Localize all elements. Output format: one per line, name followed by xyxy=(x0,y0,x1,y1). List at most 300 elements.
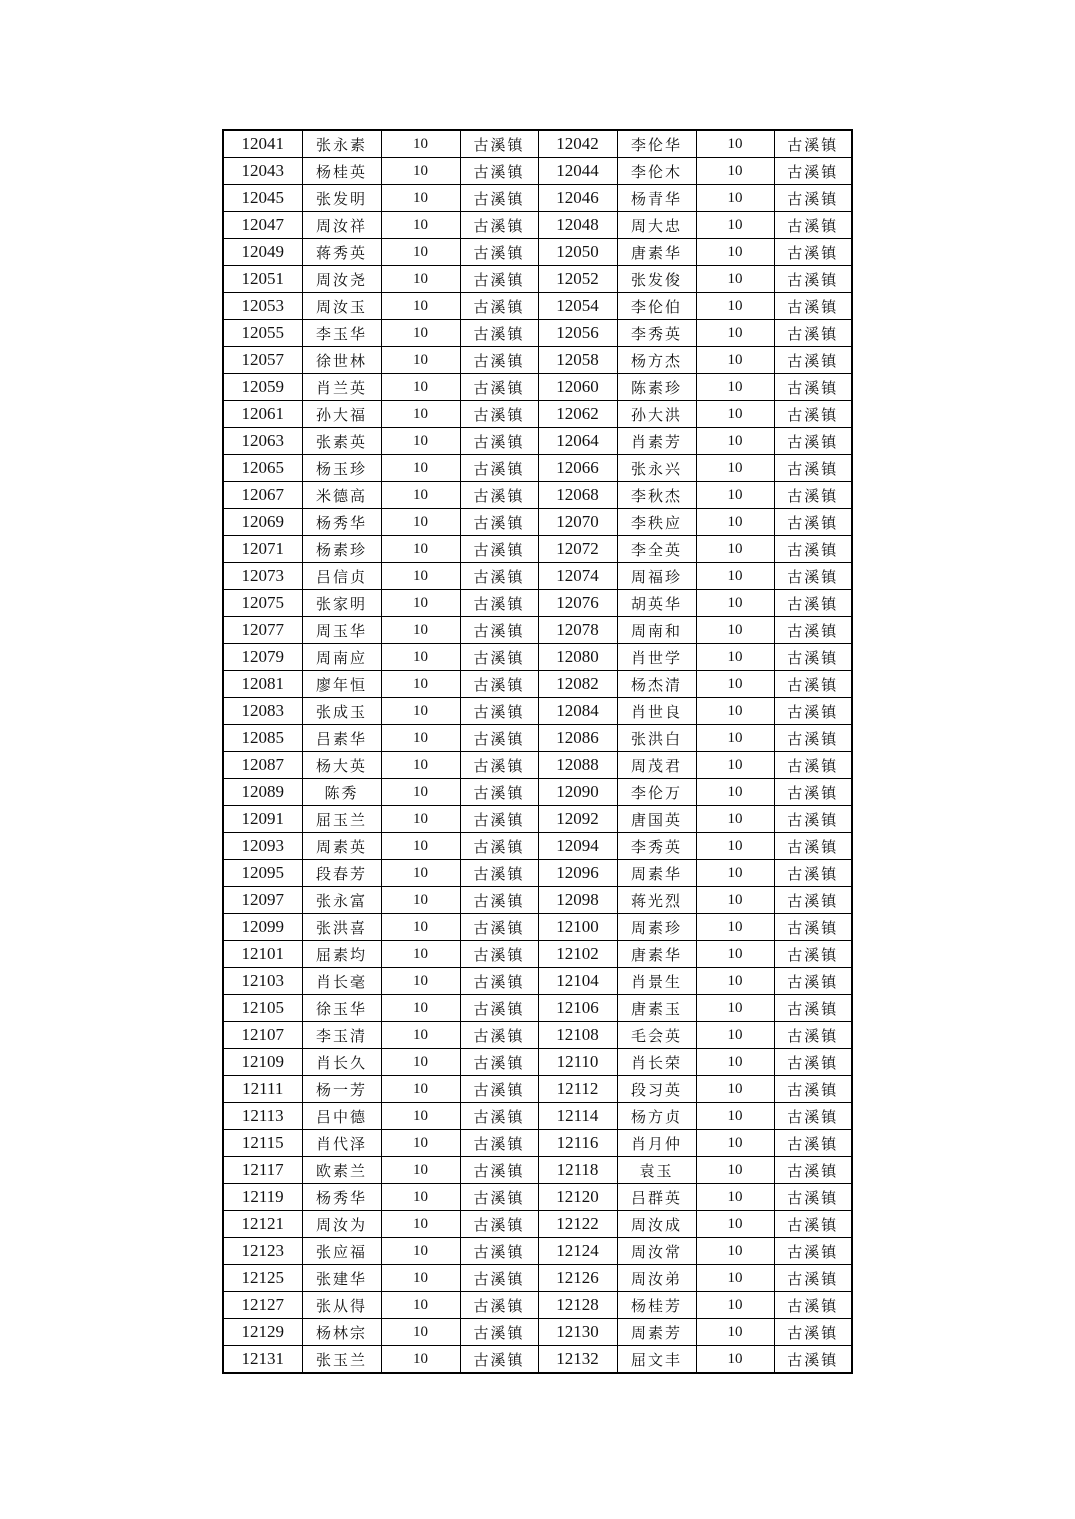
table-row xyxy=(223,130,852,158)
record-number-cell: 12124 xyxy=(538,1238,617,1265)
count-cell: 10 xyxy=(696,320,774,347)
record-number-cell: 12126 xyxy=(538,1265,617,1292)
count-cell: 10 xyxy=(381,1292,460,1319)
count-cell: 10 xyxy=(381,806,460,833)
record-number-cell: 12129 xyxy=(223,1319,302,1346)
count-cell: 10 xyxy=(381,1022,460,1049)
name-cell: 张发明 xyxy=(302,185,381,212)
count-cell: 10 xyxy=(381,1184,460,1211)
record-number-cell: 12123 xyxy=(223,1238,302,1265)
name-cell: 李伦万 xyxy=(617,779,696,806)
table-row xyxy=(223,347,852,374)
town-cell: 古溪镇 xyxy=(774,347,852,374)
town-cell: 古溪镇 xyxy=(460,887,538,914)
record-number-cell: 12044 xyxy=(538,158,617,185)
count-cell: 10 xyxy=(381,266,460,293)
count-cell: 10 xyxy=(381,455,460,482)
name-cell: 米德高 xyxy=(302,482,381,509)
town-cell: 古溪镇 xyxy=(774,563,852,590)
town-cell: 古溪镇 xyxy=(460,509,538,536)
town-cell: 古溪镇 xyxy=(774,779,852,806)
record-number-cell: 12116 xyxy=(538,1130,617,1157)
count-cell: 10 xyxy=(696,1319,774,1346)
record-number-cell: 12071 xyxy=(223,536,302,563)
town-cell: 古溪镇 xyxy=(460,590,538,617)
table-row xyxy=(223,563,852,590)
name-cell: 周素华 xyxy=(617,860,696,887)
count-cell: 10 xyxy=(381,1319,460,1346)
record-number-cell: 12083 xyxy=(223,698,302,725)
name-cell: 李全英 xyxy=(617,536,696,563)
count-cell: 10 xyxy=(696,1346,774,1374)
name-cell: 肖长荣 xyxy=(617,1049,696,1076)
count-cell: 10 xyxy=(381,995,460,1022)
table-row xyxy=(223,617,852,644)
name-cell: 李秩应 xyxy=(617,509,696,536)
record-number-cell: 12058 xyxy=(538,347,617,374)
record-number-cell: 12077 xyxy=(223,617,302,644)
record-number-cell: 12054 xyxy=(538,293,617,320)
count-cell: 10 xyxy=(696,617,774,644)
count-cell: 10 xyxy=(381,320,460,347)
count-cell: 10 xyxy=(381,671,460,698)
town-cell: 古溪镇 xyxy=(774,320,852,347)
record-number-cell: 12085 xyxy=(223,725,302,752)
count-cell: 10 xyxy=(696,671,774,698)
record-number-cell: 12096 xyxy=(538,860,617,887)
table-row xyxy=(223,1292,852,1319)
count-cell: 10 xyxy=(381,158,460,185)
name-cell: 廖年恒 xyxy=(302,671,381,698)
town-cell: 古溪镇 xyxy=(774,1319,852,1346)
name-cell: 张从得 xyxy=(302,1292,381,1319)
table-row xyxy=(223,1211,852,1238)
table-row xyxy=(223,1265,852,1292)
name-cell: 肖世学 xyxy=(617,644,696,671)
roster-table-body xyxy=(223,130,852,1373)
count-cell: 10 xyxy=(696,1130,774,1157)
town-cell: 古溪镇 xyxy=(774,860,852,887)
table-row xyxy=(223,860,852,887)
table-row xyxy=(223,1157,852,1184)
town-cell: 古溪镇 xyxy=(460,1346,538,1374)
table-row xyxy=(223,1049,852,1076)
town-cell: 古溪镇 xyxy=(460,1130,538,1157)
name-cell: 蒋光烈 xyxy=(617,887,696,914)
name-cell: 蒋秀英 xyxy=(302,239,381,266)
record-number-cell: 12087 xyxy=(223,752,302,779)
count-cell: 10 xyxy=(696,779,774,806)
name-cell: 张洪喜 xyxy=(302,914,381,941)
name-cell: 唐素玉 xyxy=(617,995,696,1022)
name-cell: 肖景生 xyxy=(617,968,696,995)
count-cell: 10 xyxy=(381,1130,460,1157)
record-number-cell: 12089 xyxy=(223,779,302,806)
town-cell: 古溪镇 xyxy=(774,968,852,995)
name-cell: 周汝常 xyxy=(617,1238,696,1265)
town-cell: 古溪镇 xyxy=(460,968,538,995)
name-cell: 肖月仲 xyxy=(617,1130,696,1157)
name-cell: 张素英 xyxy=(302,428,381,455)
record-number-cell: 12078 xyxy=(538,617,617,644)
town-cell: 古溪镇 xyxy=(774,887,852,914)
table-row xyxy=(223,725,852,752)
record-number-cell: 12080 xyxy=(538,644,617,671)
table-row xyxy=(223,941,852,968)
name-cell: 张应福 xyxy=(302,1238,381,1265)
table-row xyxy=(223,158,852,185)
name-cell: 屈玉兰 xyxy=(302,806,381,833)
record-number-cell: 12061 xyxy=(223,401,302,428)
record-number-cell: 12055 xyxy=(223,320,302,347)
town-cell: 古溪镇 xyxy=(774,130,852,158)
record-number-cell: 12117 xyxy=(223,1157,302,1184)
table-row xyxy=(223,1130,852,1157)
record-number-cell: 12072 xyxy=(538,536,617,563)
name-cell: 李伦伯 xyxy=(617,293,696,320)
record-number-cell: 12125 xyxy=(223,1265,302,1292)
record-number-cell: 12088 xyxy=(538,752,617,779)
name-cell: 周玉华 xyxy=(302,617,381,644)
name-cell: 陈素珍 xyxy=(617,374,696,401)
count-cell: 10 xyxy=(696,1211,774,1238)
name-cell: 杨秀华 xyxy=(302,1184,381,1211)
record-number-cell: 12060 xyxy=(538,374,617,401)
count-cell: 10 xyxy=(696,887,774,914)
name-cell: 段习英 xyxy=(617,1076,696,1103)
count-cell: 10 xyxy=(381,968,460,995)
table-row xyxy=(223,212,852,239)
table-row xyxy=(223,914,852,941)
name-cell: 周汝玉 xyxy=(302,293,381,320)
name-cell: 周汝为 xyxy=(302,1211,381,1238)
town-cell: 古溪镇 xyxy=(460,455,538,482)
count-cell: 10 xyxy=(381,130,460,158)
count-cell: 10 xyxy=(696,266,774,293)
count-cell: 10 xyxy=(696,1049,774,1076)
record-number-cell: 12131 xyxy=(223,1346,302,1374)
name-cell: 肖世良 xyxy=(617,698,696,725)
name-cell: 周素芳 xyxy=(617,1319,696,1346)
name-cell: 杨一芳 xyxy=(302,1076,381,1103)
count-cell: 10 xyxy=(696,995,774,1022)
count-cell: 10 xyxy=(696,1238,774,1265)
record-number-cell: 12105 xyxy=(223,995,302,1022)
town-cell: 古溪镇 xyxy=(460,401,538,428)
count-cell: 10 xyxy=(696,401,774,428)
town-cell: 古溪镇 xyxy=(774,725,852,752)
name-cell: 肖长久 xyxy=(302,1049,381,1076)
name-cell: 杨方杰 xyxy=(617,347,696,374)
town-cell: 古溪镇 xyxy=(774,1265,852,1292)
record-number-cell: 12046 xyxy=(538,185,617,212)
table-row xyxy=(223,779,852,806)
count-cell: 10 xyxy=(696,752,774,779)
name-cell: 吕群英 xyxy=(617,1184,696,1211)
count-cell: 10 xyxy=(381,293,460,320)
name-cell: 周汝成 xyxy=(617,1211,696,1238)
record-number-cell: 12074 xyxy=(538,563,617,590)
town-cell: 古溪镇 xyxy=(460,1319,538,1346)
town-cell: 古溪镇 xyxy=(774,833,852,860)
name-cell: 杨桂芳 xyxy=(617,1292,696,1319)
record-number-cell: 12108 xyxy=(538,1022,617,1049)
name-cell: 陈秀 xyxy=(302,779,381,806)
table-row xyxy=(223,806,852,833)
count-cell: 10 xyxy=(696,239,774,266)
town-cell: 古溪镇 xyxy=(460,698,538,725)
town-cell: 古溪镇 xyxy=(774,1238,852,1265)
count-cell: 10 xyxy=(381,941,460,968)
table-row xyxy=(223,428,852,455)
name-cell: 李秀英 xyxy=(617,320,696,347)
town-cell: 古溪镇 xyxy=(774,185,852,212)
record-number-cell: 12098 xyxy=(538,887,617,914)
town-cell: 古溪镇 xyxy=(460,320,538,347)
name-cell: 徐玉华 xyxy=(302,995,381,1022)
record-number-cell: 12118 xyxy=(538,1157,617,1184)
name-cell: 杨林宗 xyxy=(302,1319,381,1346)
town-cell: 古溪镇 xyxy=(460,563,538,590)
town-cell: 古溪镇 xyxy=(774,482,852,509)
town-cell: 古溪镇 xyxy=(460,1238,538,1265)
count-cell: 10 xyxy=(381,482,460,509)
count-cell: 10 xyxy=(381,1211,460,1238)
town-cell: 古溪镇 xyxy=(460,266,538,293)
record-number-cell: 12097 xyxy=(223,887,302,914)
town-cell: 古溪镇 xyxy=(460,1022,538,1049)
name-cell: 孙大洪 xyxy=(617,401,696,428)
name-cell: 周南应 xyxy=(302,644,381,671)
name-cell: 张发俊 xyxy=(617,266,696,293)
record-number-cell: 12111 xyxy=(223,1076,302,1103)
town-cell: 古溪镇 xyxy=(774,1130,852,1157)
record-number-cell: 12076 xyxy=(538,590,617,617)
town-cell: 古溪镇 xyxy=(774,1103,852,1130)
town-cell: 古溪镇 xyxy=(460,239,538,266)
count-cell: 10 xyxy=(381,860,460,887)
town-cell: 古溪镇 xyxy=(774,401,852,428)
name-cell: 唐素华 xyxy=(617,239,696,266)
town-cell: 古溪镇 xyxy=(774,914,852,941)
table-row xyxy=(223,1076,852,1103)
record-number-cell: 12079 xyxy=(223,644,302,671)
town-cell: 古溪镇 xyxy=(460,293,538,320)
town-cell: 古溪镇 xyxy=(460,1265,538,1292)
table-row xyxy=(223,752,852,779)
name-cell: 杨杰清 xyxy=(617,671,696,698)
name-cell: 杨素珍 xyxy=(302,536,381,563)
name-cell: 杨方贞 xyxy=(617,1103,696,1130)
town-cell: 古溪镇 xyxy=(460,671,538,698)
count-cell: 10 xyxy=(696,1103,774,1130)
count-cell: 10 xyxy=(696,212,774,239)
town-cell: 古溪镇 xyxy=(774,590,852,617)
record-number-cell: 12069 xyxy=(223,509,302,536)
record-number-cell: 12045 xyxy=(223,185,302,212)
record-number-cell: 12052 xyxy=(538,266,617,293)
record-number-cell: 12064 xyxy=(538,428,617,455)
record-number-cell: 12075 xyxy=(223,590,302,617)
table-row xyxy=(223,1103,852,1130)
table-row xyxy=(223,482,852,509)
name-cell: 肖长毫 xyxy=(302,968,381,995)
count-cell: 10 xyxy=(696,293,774,320)
town-cell: 古溪镇 xyxy=(774,752,852,779)
town-cell: 古溪镇 xyxy=(460,482,538,509)
town-cell: 古溪镇 xyxy=(460,158,538,185)
name-cell: 杨青华 xyxy=(617,185,696,212)
name-cell: 周大忠 xyxy=(617,212,696,239)
record-number-cell: 12050 xyxy=(538,239,617,266)
table-row xyxy=(223,1022,852,1049)
town-cell: 古溪镇 xyxy=(460,212,538,239)
count-cell: 10 xyxy=(696,455,774,482)
record-number-cell: 12107 xyxy=(223,1022,302,1049)
name-cell: 周素珍 xyxy=(617,914,696,941)
count-cell: 10 xyxy=(696,130,774,158)
count-cell: 10 xyxy=(381,401,460,428)
record-number-cell: 12132 xyxy=(538,1346,617,1374)
count-cell: 10 xyxy=(696,1265,774,1292)
count-cell: 10 xyxy=(696,158,774,185)
count-cell: 10 xyxy=(381,563,460,590)
name-cell: 张成玉 xyxy=(302,698,381,725)
town-cell: 古溪镇 xyxy=(774,509,852,536)
count-cell: 10 xyxy=(696,644,774,671)
count-cell: 10 xyxy=(696,374,774,401)
name-cell: 周汝祥 xyxy=(302,212,381,239)
record-number-cell: 12051 xyxy=(223,266,302,293)
record-number-cell: 12042 xyxy=(538,130,617,158)
name-cell: 周汝尧 xyxy=(302,266,381,293)
table-row xyxy=(223,239,852,266)
name-cell: 肖代泽 xyxy=(302,1130,381,1157)
name-cell: 杨玉珍 xyxy=(302,455,381,482)
table-row xyxy=(223,833,852,860)
count-cell: 10 xyxy=(381,1238,460,1265)
count-cell: 10 xyxy=(381,185,460,212)
record-number-cell: 12104 xyxy=(538,968,617,995)
table-row xyxy=(223,644,852,671)
name-cell: 段春芳 xyxy=(302,860,381,887)
name-cell: 李玉清 xyxy=(302,1022,381,1049)
count-cell: 10 xyxy=(381,590,460,617)
town-cell: 古溪镇 xyxy=(460,536,538,563)
count-cell: 10 xyxy=(696,941,774,968)
name-cell: 毛会英 xyxy=(617,1022,696,1049)
name-cell: 周茂君 xyxy=(617,752,696,779)
table-row xyxy=(223,536,852,563)
table-row xyxy=(223,1184,852,1211)
town-cell: 古溪镇 xyxy=(460,617,538,644)
town-cell: 古溪镇 xyxy=(460,914,538,941)
record-number-cell: 12103 xyxy=(223,968,302,995)
table-row xyxy=(223,1238,852,1265)
town-cell: 古溪镇 xyxy=(774,1292,852,1319)
town-cell: 古溪镇 xyxy=(774,671,852,698)
record-number-cell: 12121 xyxy=(223,1211,302,1238)
count-cell: 10 xyxy=(381,212,460,239)
town-cell: 古溪镇 xyxy=(460,1211,538,1238)
town-cell: 古溪镇 xyxy=(460,941,538,968)
record-number-cell: 12053 xyxy=(223,293,302,320)
town-cell: 古溪镇 xyxy=(774,1076,852,1103)
record-number-cell: 12057 xyxy=(223,347,302,374)
record-number-cell: 12086 xyxy=(538,725,617,752)
record-number-cell: 12093 xyxy=(223,833,302,860)
table-row xyxy=(223,995,852,1022)
count-cell: 10 xyxy=(696,725,774,752)
town-cell: 古溪镇 xyxy=(460,806,538,833)
record-number-cell: 12115 xyxy=(223,1130,302,1157)
name-cell: 屈文丰 xyxy=(617,1346,696,1374)
count-cell: 10 xyxy=(696,914,774,941)
table-row xyxy=(223,320,852,347)
record-number-cell: 12066 xyxy=(538,455,617,482)
town-cell: 古溪镇 xyxy=(460,779,538,806)
name-cell: 张永富 xyxy=(302,887,381,914)
town-cell: 古溪镇 xyxy=(460,374,538,401)
name-cell: 周南和 xyxy=(617,617,696,644)
name-cell: 李秋杰 xyxy=(617,482,696,509)
town-cell: 古溪镇 xyxy=(460,644,538,671)
town-cell: 古溪镇 xyxy=(774,239,852,266)
table-row xyxy=(223,1319,852,1346)
record-number-cell: 12090 xyxy=(538,779,617,806)
town-cell: 古溪镇 xyxy=(460,1184,538,1211)
record-number-cell: 12067 xyxy=(223,482,302,509)
town-cell: 古溪镇 xyxy=(774,617,852,644)
name-cell: 张家明 xyxy=(302,590,381,617)
town-cell: 古溪镇 xyxy=(460,185,538,212)
record-number-cell: 12113 xyxy=(223,1103,302,1130)
town-cell: 古溪镇 xyxy=(460,833,538,860)
name-cell: 肖素芳 xyxy=(617,428,696,455)
town-cell: 古溪镇 xyxy=(460,347,538,374)
name-cell: 唐国英 xyxy=(617,806,696,833)
count-cell: 10 xyxy=(696,347,774,374)
town-cell: 古溪镇 xyxy=(460,752,538,779)
town-cell: 古溪镇 xyxy=(774,1022,852,1049)
town-cell: 古溪镇 xyxy=(774,995,852,1022)
count-cell: 10 xyxy=(381,428,460,455)
name-cell: 袁玉 xyxy=(617,1157,696,1184)
town-cell: 古溪镇 xyxy=(774,536,852,563)
count-cell: 10 xyxy=(696,698,774,725)
name-cell: 李伦华 xyxy=(617,130,696,158)
count-cell: 10 xyxy=(381,509,460,536)
record-number-cell: 12041 xyxy=(223,130,302,158)
table-row xyxy=(223,374,852,401)
record-number-cell: 12120 xyxy=(538,1184,617,1211)
record-number-cell: 12099 xyxy=(223,914,302,941)
count-cell: 10 xyxy=(381,617,460,644)
count-cell: 10 xyxy=(381,1265,460,1292)
table-row xyxy=(223,590,852,617)
town-cell: 古溪镇 xyxy=(774,941,852,968)
record-number-cell: 12048 xyxy=(538,212,617,239)
town-cell: 古溪镇 xyxy=(460,860,538,887)
name-cell: 张永素 xyxy=(302,130,381,158)
count-cell: 10 xyxy=(696,536,774,563)
table-row xyxy=(223,509,852,536)
count-cell: 10 xyxy=(381,1103,460,1130)
record-number-cell: 12112 xyxy=(538,1076,617,1103)
count-cell: 10 xyxy=(381,914,460,941)
town-cell: 古溪镇 xyxy=(460,130,538,158)
count-cell: 10 xyxy=(381,698,460,725)
